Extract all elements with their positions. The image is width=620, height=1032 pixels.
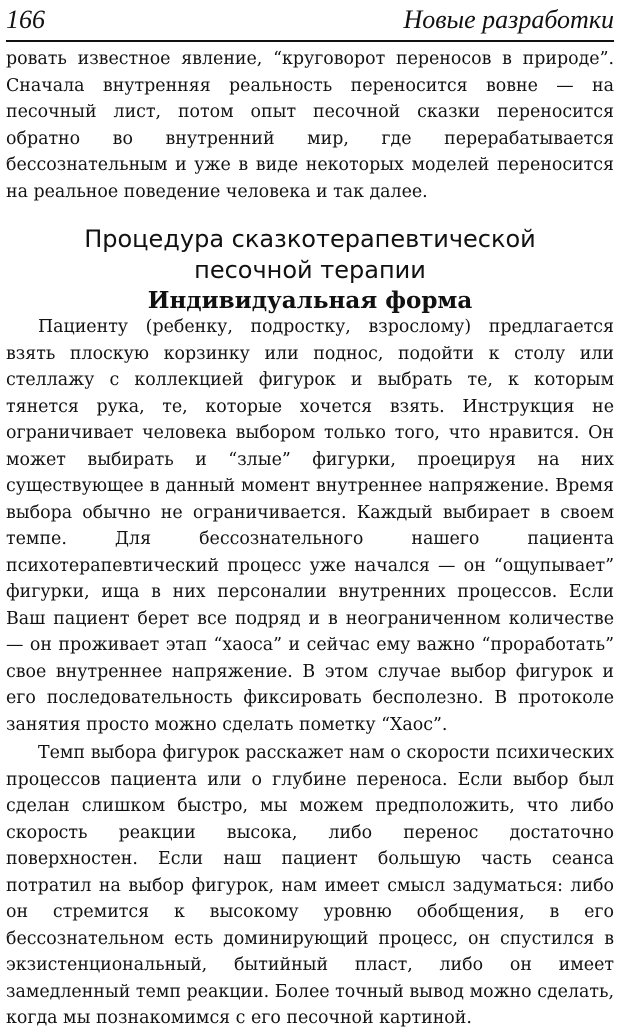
running-title: Новые разработки — [403, 5, 614, 34]
paragraph-selection: Пациенту (ребенку, подростку, взрослому) предлагается взять плоскую корзинку или поднос, подойти к столу или стеллажу с коллекцией фигурок и выбрать те, к которым тянется рука, те, которые хочется взять. Инструкция не ограничивает человека выбором только того, что нравится. Он может выбирать и “злые” фигурки, проецируя на них существующее в данный момент внутреннее напряжение. Время выбора обычно не ограничивается. Каждый выбирает в своем темпе. Для бессознательного нашего пациента психотерапевтический процесс уже начался — он “ощупывает” фигурки, ища в них персоналии внутренних процессов. Если Ваш пациент берет все подряд и в неограниченном количестве — он проживает этап “хаоса” и сейчас ему важно “проработать” свое внутреннее напряжение. В этом случае выбор фигурок и его последовательность фиксировать бесполезно. В протоколе занятия просто можно сделать пометку “Хаос”. — [6, 317, 614, 735]
page-header — [6, 2, 614, 42]
section-heading-line-1: Процедура сказкотерапевтической — [84, 225, 536, 253]
section-heading — [6, 224, 614, 286]
page-number: 166 — [6, 5, 45, 34]
paragraph-continuation: ровать известное явление, “круговорот переносов в природе”. Сначала внутренняя реальность переносится вовне — на песочный лист, потом опыт песочной сказки переносится обратно во внутренний мир, где перерабатывается бессознательным и уже в виде некоторых моделей переносится на реальное поведение человека и так далее. — [6, 49, 614, 202]
paragraph-tempo: Темп выбора фигурок расскажет нам о скорости психических процессов пациента или о глубине переноса. Если выбор был сделан слишком быстро, мы можем предположить, что либо скорость реакции высока, либо перенос достаточно поверхностен. Если наш пациент большую часть сеанса потратил на выбор фигурок, нам имеет смысл задуматься: либо он стремится к высокому уровню обобщения, в его бессознательном есть доминирующий процесс, он спустился в экзистенциональный, бытийный пласт, либо он имеет замедленный темп реакции. Более точный вывод можно сделать, когда мы познакомимся с его песочной картиной. — [6, 743, 614, 1028]
subsection-heading: Индивидуальная форма — [147, 287, 473, 314]
section-heading-line-2: песочной терапии — [194, 256, 426, 284]
